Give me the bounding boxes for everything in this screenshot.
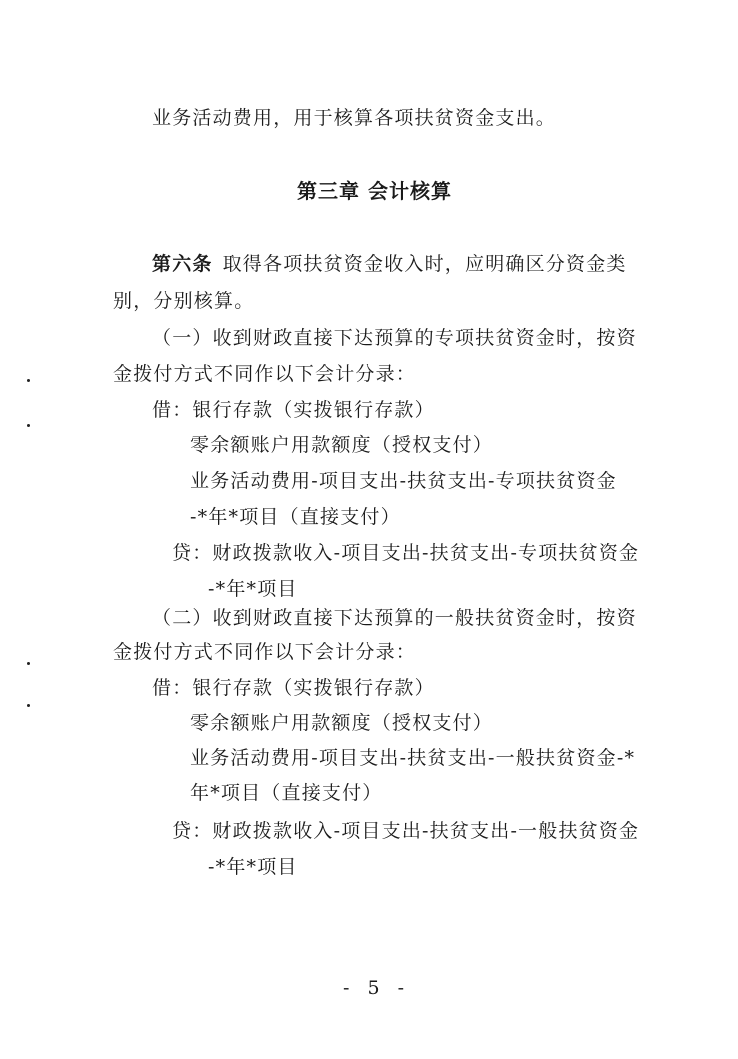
page-number: - 5 - <box>343 977 411 999</box>
section-one-line: （一）收到财政直接下达预算的专项扶贫资金时，按资 <box>152 327 637 349</box>
chapter-heading: 第三章 会计核算 <box>297 179 452 203</box>
article-text: 取得各项扶贫资金收入时，应明确区分资金类 <box>222 253 627 275</box>
debit-item-2-cont: -*年*项目（直接支付） <box>190 506 401 528</box>
debit-item-4-cont: 年*项目（直接支付） <box>190 782 383 804</box>
debit-item-4: 业务活动费用-项目支出-扶贫支出-一般扶贫资金-* <box>190 747 636 769</box>
scan-artifact-dot <box>27 424 30 427</box>
scan-artifact-dot <box>27 379 30 382</box>
debit-line-1: 借：银行存款（实拨银行存款） <box>152 399 435 421</box>
credit-line-2-cont: -*年*项目 <box>208 856 298 878</box>
debit-item-2: 业务活动费用-项目支出-扶贫支出-专项扶贫资金 <box>190 470 617 492</box>
credit-line-2: 贷：财政拨款收入-项目支出-扶贫支出-一般扶贫资金 <box>172 820 640 842</box>
debit-line-2: 借：银行存款（实拨银行存款） <box>152 677 435 699</box>
section-two-line: （二）收到财政直接下达预算的一般扶贫资金时，按资 <box>152 607 637 629</box>
body-line-5: 金拨付方式不同作以下会计分录： <box>113 363 417 385</box>
scan-artifact-dot <box>27 704 30 707</box>
article-six-line <box>152 252 627 276</box>
scan-artifact-dot <box>27 662 30 665</box>
body-line-3: 别，分别核算。 <box>113 290 255 312</box>
credit-line-1-cont: -*年*项目 <box>208 578 298 600</box>
body-line-1: 业务活动费用，用于核算各项扶贫资金支出。 <box>152 107 557 129</box>
credit-line-1: 贷：财政拨款收入-项目支出-扶贫支出-专项扶贫资金 <box>172 542 640 564</box>
body-line-14: 金拨付方式不同作以下会计分录： <box>113 641 417 663</box>
debit-item-1: 零余额账户用款额度（授权支付） <box>190 434 494 456</box>
debit-item-3: 零余额账户用款额度（授权支付） <box>190 712 494 734</box>
article-label: 第六条 <box>152 253 213 275</box>
